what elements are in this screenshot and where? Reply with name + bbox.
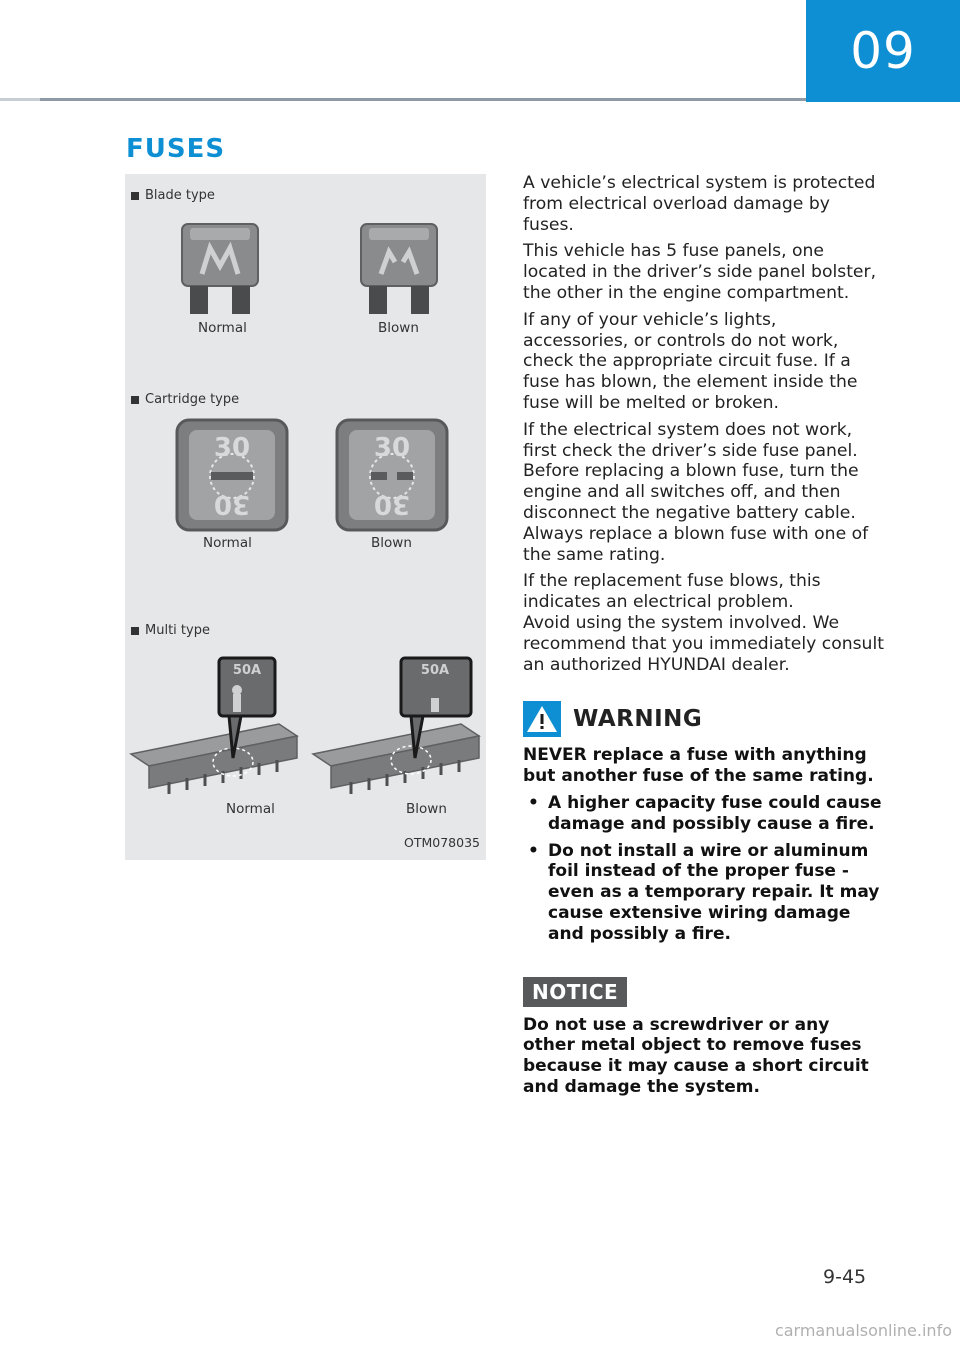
cartridge-normal-label: Normal <box>203 535 252 551</box>
multi-fuse-blown <box>311 654 481 802</box>
cartridge-normal-rating-bottom: 30 <box>213 489 251 519</box>
figure-code: OTM078035 <box>404 835 480 850</box>
warning-bullet-list <box>523 793 885 945</box>
multi-normal-label: Normal <box>226 801 275 817</box>
header-rule-accent <box>0 98 40 101</box>
square-bullet-icon <box>131 396 139 404</box>
fuse-types-figure <box>125 174 486 860</box>
square-bullet-icon <box>131 192 139 200</box>
multi-fuse-normal <box>129 654 299 802</box>
warning-header <box>523 701 885 737</box>
body-text-column <box>523 173 885 1104</box>
blade-fuse-blown <box>359 222 439 316</box>
multi-type-caption: Multi type <box>131 623 210 638</box>
warning-title: WARNING <box>573 706 703 733</box>
cartridge-fuse-normal <box>175 418 289 532</box>
paragraph-replace-fuse: If the electrical system does not work, first check the driver’s side fuse panel. Before replacing a blown fuse, turn the engine and all switches off, and then disconnect the negative battery cable. Always replace a blown fuse with one of the same rating. <box>523 419 869 565</box>
blade-blown-label: Blown <box>378 320 419 336</box>
cartridge-normal-rating-top: 30 <box>213 433 251 463</box>
cartridge-blown-rating-top: 30 <box>373 433 411 463</box>
cartridge-fuse-blown <box>335 418 449 532</box>
warning-triangle-icon <box>523 701 561 737</box>
paragraph-check-fuse: If any of your vehicle’s lights, accessories, or controls do not work, check the appropriate circuit fuse. If a fuse has blown, the element inside the fuse will be melted or broken. <box>523 309 858 413</box>
bullet-dot-icon: • <box>528 840 539 861</box>
cartridge-blown-rating-bottom: 30 <box>373 489 411 519</box>
watermark: carmanualsonline.info <box>774 1321 952 1340</box>
chapter-tab: 09 <box>806 0 960 102</box>
notice-badge: NOTICE <box>523 977 627 1007</box>
paragraph-intro: A vehicle’s electrical system is protected from electrical overload damage by fuses. <box>523 173 876 235</box>
bullet-dot-icon: • <box>528 792 539 813</box>
warning-lead: NEVER replace a fuse with anything but another fuse of the same rating. <box>523 745 874 787</box>
multi-blown-rating: 50A <box>420 663 450 678</box>
blade-normal-label: Normal <box>198 320 247 336</box>
square-bullet-icon <box>131 627 139 635</box>
cartridge-blown-label: Blown <box>371 535 412 551</box>
list-item: • Do not install a wire or aluminum foil instead of the proper fuse - even as a temporary repair. It may cause extensive wiring damage and possibly a fire. <box>528 840 880 944</box>
header-rule <box>0 98 806 101</box>
page-number: 9-45 <box>823 1266 867 1288</box>
blade-type-caption: Blade type <box>131 188 215 203</box>
list-item: • A higher capacity fuse could cause damage and possibly cause a fire. <box>528 792 882 834</box>
paragraph-fuse-panels: This vehicle has 5 fuse panels, one located in the driver’s side panel bolster, the other in the engine compartment. <box>523 241 877 303</box>
multi-blown-label: Blown <box>406 801 447 817</box>
multi-normal-rating: 50A <box>232 663 262 678</box>
section-title: FUSES <box>126 134 226 164</box>
paragraph-fuse-blows: If the replacement fuse blows, this indicates an electrical problem. Avoid using the system involved. We recommend that you immediately consult an authorized HYUNDAI dealer. <box>523 571 884 675</box>
notice-text: Do not use a screwdriver or any other metal object to remove fuses because it may cause a short circuit and damage the system. <box>523 1014 869 1097</box>
blade-fuse-normal <box>180 222 260 316</box>
cartridge-type-caption: Cartridge type <box>131 392 239 407</box>
